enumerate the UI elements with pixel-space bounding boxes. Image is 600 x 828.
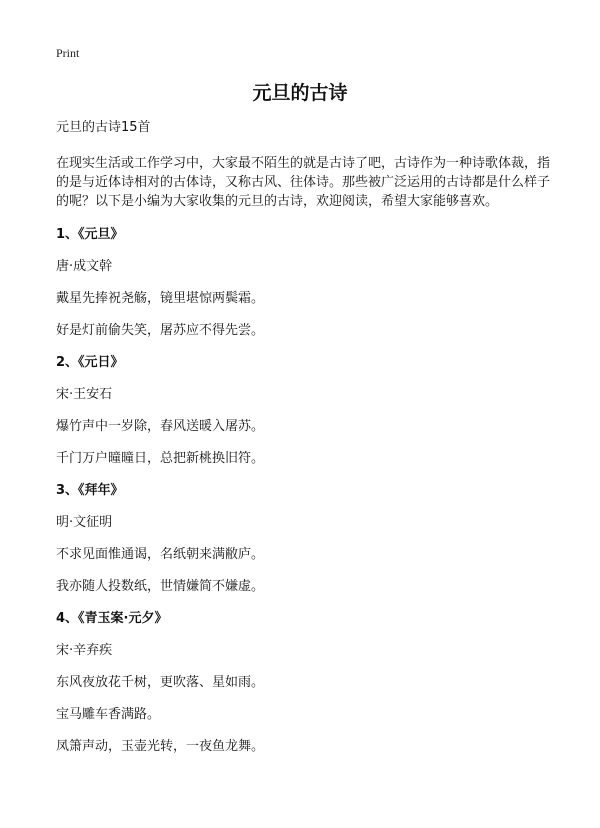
print-link[interactable]: Print <box>56 46 80 60</box>
poem-2 <box>56 353 552 469</box>
poem-author: 宋·辛弃疾 <box>56 643 113 658</box>
poem-heading: 2、《元日》 <box>56 355 124 370</box>
poem-line: 我亦随人投数纸，世情嫌简不嫌虚。 <box>56 579 265 594</box>
poem-author: 唐·成文幹 <box>56 259 113 274</box>
page-title: 元旦的古诗 <box>252 82 348 104</box>
poem-author: 明·文征明 <box>56 515 113 530</box>
poem-line: 千门万户曈曈日，总把新桃换旧符。 <box>56 451 265 466</box>
article-body <box>56 118 552 769</box>
poem-line: 凤箫声动，玉壶光转，一夜鱼龙舞。 <box>56 739 265 754</box>
poem-author: 宋·王安石 <box>56 387 113 402</box>
poem-line: 好是灯前偷失笑，屠苏应不得先尝。 <box>56 323 265 338</box>
poem-heading: 3、《拜年》 <box>56 483 124 498</box>
poem-line: 东风夜放花千树，更吹落、星如雨。 <box>56 675 265 690</box>
poem-1 <box>56 225 552 341</box>
poem-line: 爆竹声中一岁除，春风送暖入屠苏。 <box>56 419 265 434</box>
poem-4 <box>56 609 552 757</box>
article-subtitle: 元旦的古诗15首 <box>56 120 151 135</box>
poem-3 <box>56 481 552 597</box>
poem-line: 戴星先捧祝尧觞，镜里堪惊两鬓霜。 <box>56 291 265 306</box>
poem-heading: 1、《元旦》 <box>56 227 124 242</box>
intro-paragraph: 在现实生活或工作学习中，大家最不陌生的就是古诗了吧，古诗作为一种诗歌体裁，指的是与近体诗相对的古体诗，又称古风、往体诗。那些被广泛运用的古诗都是什么样子的呢？以下是小编为大家收集的元旦的古诗，欢迎阅读，希望大家能够喜欢。 <box>56 156 551 209</box>
poem-line: 不求见面惟通谒，名纸朝来满敝庐。 <box>56 547 265 562</box>
poem-line: 宝马雕车香满路。 <box>56 707 161 722</box>
poem-heading: 4、《青玉案·元夕》 <box>56 611 168 626</box>
